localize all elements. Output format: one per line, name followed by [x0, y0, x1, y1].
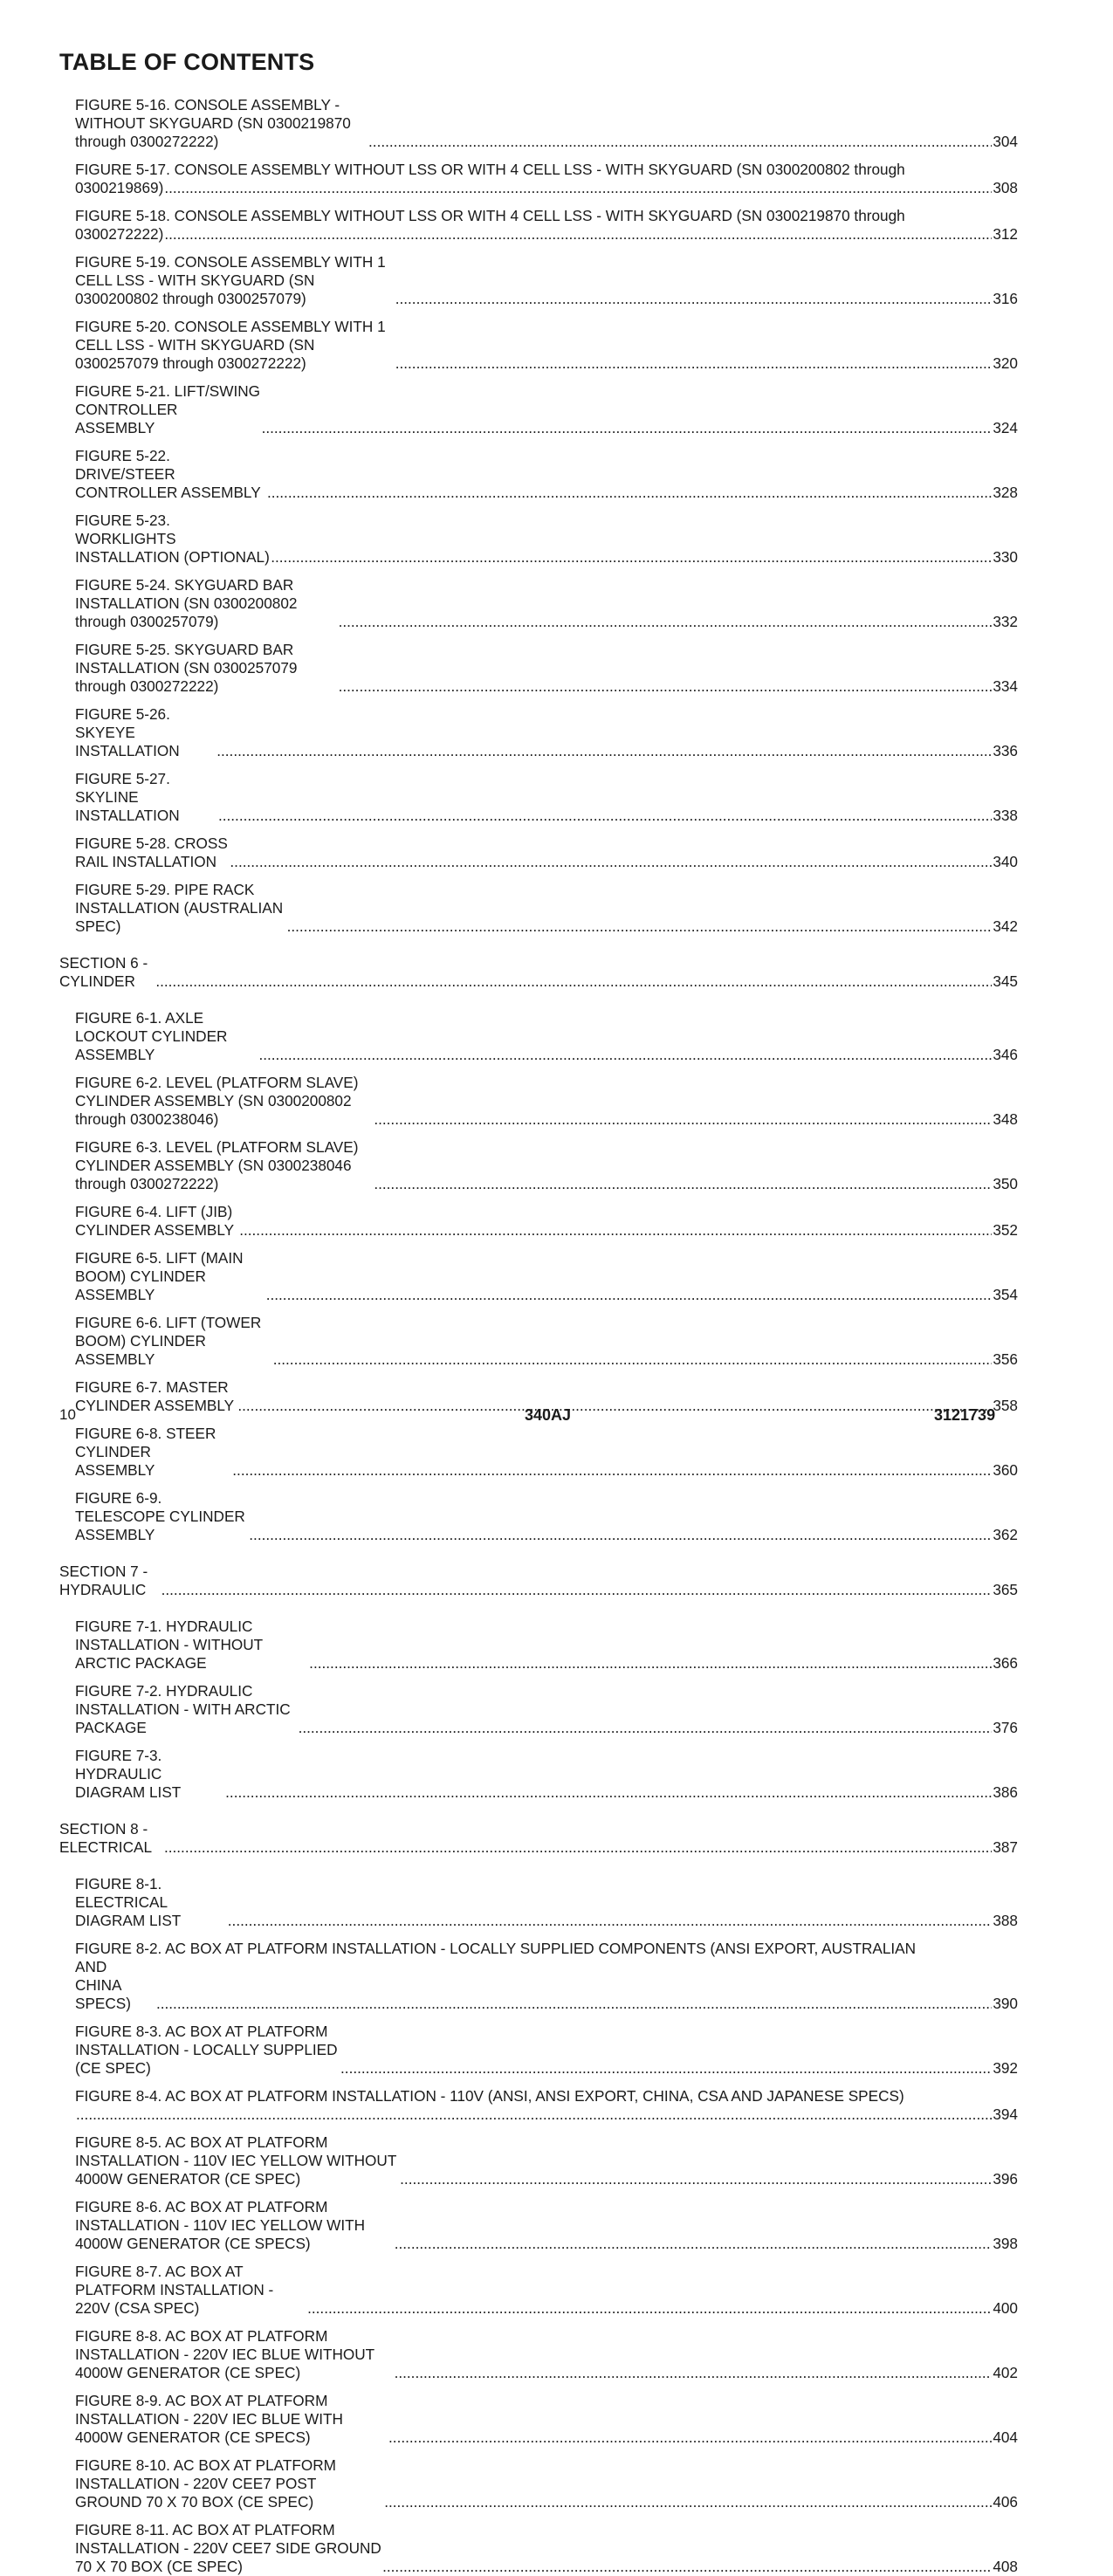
dot-leader: [384, 2493, 992, 2511]
footer-page-number: 10: [59, 1406, 76, 1423]
toc-section-entry[interactable]: [59, 954, 1018, 991]
toc-entry-title: FIGURE 7-1. HYDRAULIC INSTALLATION - WITHOUT ARCTIC PACKAGE: [75, 1618, 263, 1672]
toc-entry-title: SECTION 7 - HYDRAULIC: [59, 1563, 148, 1598]
toc-entry-page: 392: [993, 2059, 1018, 2077]
toc-entry-title: FIGURE 8-6. AC BOX AT PLATFORM INSTALLATION - 110V IEC YELLOW WITH 4000W GENERATOR (CE SPECS): [75, 2198, 366, 2252]
toc-entry-title: FIGURE 7-2. HYDRAULIC INSTALLATION - WITH ARCTIC PACKAGE: [75, 1682, 291, 1736]
toc-figure-entry[interactable]: [59, 2456, 1018, 2511]
dot-leader: [258, 1046, 992, 1064]
toc-figure-entry[interactable]: [59, 1425, 1018, 1480]
toc-entry-title: FIGURE 5-26. SKYEYE INSTALLATION: [75, 705, 180, 759]
toc-entry-page: 320: [993, 354, 1018, 372]
dot-leader: [309, 1654, 992, 1673]
toc-entry-page: 334: [993, 677, 1018, 695]
dot-leader: [164, 179, 992, 197]
toc-entry-title: FIGURE 8-10. AC BOX AT PLATFORM INSTALLATION - 220V CEE7 POST GROUND 70 X 70 BOX (CE SPEC): [75, 2456, 336, 2511]
toc-figure-entry[interactable]: [59, 835, 1018, 871]
toc-entry-title: FIGURE 5-28. CROSS RAIL INSTALLATION: [75, 835, 228, 870]
toc-entry-page: 365: [993, 1581, 1018, 1598]
dot-leader: [307, 2299, 992, 2318]
dot-leader: [76, 2105, 992, 2124]
dot-leader: [388, 2428, 992, 2447]
toc-entry-page: 376: [993, 1719, 1018, 1736]
toc-entry-page: 328: [993, 484, 1018, 501]
toc-figure-entry[interactable]: [59, 1618, 1018, 1673]
toc-entry-page: 352: [993, 1221, 1018, 1239]
dot-leader: [232, 1461, 992, 1480]
toc-figure-entry[interactable]: [59, 512, 1018, 567]
toc-entry-page: 330: [993, 548, 1018, 566]
toc-entry-page: 388: [993, 1912, 1018, 1929]
dot-leader: [271, 548, 992, 567]
toc-figure-entry[interactable]: [59, 1940, 1018, 2013]
toc-entry-page: 360: [993, 1461, 1018, 1479]
toc-figure-entry[interactable]: [59, 161, 1018, 197]
toc-entry-page: 394: [993, 2105, 1018, 2123]
toc-figure-entry[interactable]: [59, 382, 1018, 437]
toc-entry-title: FIGURE 6-3. LEVEL (PLATFORM SLAVE) CYLINDER ASSEMBLY (SN 0300238046 through 0300272222): [75, 1138, 359, 1192]
footer-doc-number: 3121739: [934, 1406, 996, 1424]
dot-leader: [340, 2059, 992, 2078]
toc-figure-entry[interactable]: [59, 1009, 1018, 1064]
toc-entry-page: 348: [993, 1110, 1018, 1128]
toc-entry-title: FIGURE 8-9. AC BOX AT PLATFORM INSTALLATION - 220V IEC BLUE WITH 4000W GENERATOR (CE SPECS): [75, 2392, 343, 2446]
dot-leader: [164, 1838, 992, 1857]
dot-leader: [395, 2235, 993, 2253]
toc-entry-title: FIGURE 5-19. CONSOLE ASSEMBLY WITH 1 CELL LSS - WITH SKYGUARD (SN 0300200802 through 0300257079): [75, 253, 386, 307]
dot-leader: [155, 972, 992, 991]
toc-figure-entry[interactable]: [59, 2327, 1018, 2382]
dot-leader: [395, 290, 993, 308]
toc-entry-page: 346: [993, 1046, 1018, 1063]
dot-leader: [374, 1110, 992, 1129]
dot-leader: [225, 1783, 992, 1802]
toc-entry-page: 332: [993, 613, 1018, 630]
toc-entry-page: 340: [993, 853, 1018, 870]
toc-entry-title: FIGURE 8-1. ELECTRICAL DIAGRAM LIST: [75, 1875, 182, 1929]
dot-leader: [273, 1350, 993, 1369]
toc-figure-entry[interactable]: [59, 1875, 1018, 1930]
toc-figure-entry[interactable]: [59, 2521, 1018, 2576]
toc-figure-entry[interactable]: [59, 1747, 1018, 1802]
toc-figure-entry[interactable]: [59, 1682, 1018, 1737]
toc-section-entry[interactable]: [59, 1820, 1018, 1857]
toc-entry-page: 356: [993, 1350, 1018, 1368]
toc-entry-page: 406: [993, 2493, 1018, 2511]
toc-figure-entry[interactable]: [59, 2133, 1018, 2188]
toc-entry-page: 387: [993, 1838, 1018, 1856]
toc-entry-title: FIGURE 8-4. AC BOX AT PLATFORM INSTALLATION - 110V (ANSI, ANSI EXPORT, CHINA, CSA AND JAPANESE SPECS): [75, 2087, 904, 2105]
toc-figure-entry[interactable]: [59, 1138, 1018, 1193]
dot-leader: [237, 1397, 992, 1415]
toc-entry-page: 354: [993, 1286, 1018, 1303]
dot-leader: [266, 1286, 993, 1304]
toc-figure-entry[interactable]: [59, 2263, 1018, 2318]
toc-entry-title: FIGURE 6-6. LIFT (TOWER BOOM) CYLINDER ASSEMBLY: [75, 1314, 262, 1368]
dot-leader: [339, 677, 993, 696]
toc-entry-title: FIGURE 5-23. WORKLIGHTS INSTALLATION (OPTIONAL): [75, 512, 270, 566]
dot-leader: [287, 917, 993, 936]
toc-entry-title: FIGURE 5-18. CONSOLE ASSEMBLY WITHOUT LSS OR WITH 4 CELL LSS - WITH SKYGUARD (SN 0300219870 through: [75, 207, 905, 224]
page-title: TABLE OF CONTENTS: [59, 49, 315, 75]
toc-entry-title: FIGURE 8-5. AC BOX AT PLATFORM INSTALLATION - 110V IEC YELLOW WITHOUT 4000W GENERATOR (CE SPEC): [75, 2133, 397, 2188]
toc-entry-title: FIGURE 5-24. SKYGUARD BAR INSTALLATION (SN 0300200802 through 0300257079): [75, 576, 298, 630]
dot-leader: [395, 2364, 993, 2382]
toc-entry-page: 338: [993, 807, 1018, 824]
toc-figure-entry[interactable]: [59, 2023, 1018, 2078]
toc-entry-title: FIGURE 6-8. STEER CYLINDER ASSEMBLY: [75, 1425, 216, 1479]
dot-leader: [382, 2558, 992, 2576]
toc-figure-entry[interactable]: [59, 1249, 1018, 1304]
toc-entry-title: FIGURE 7-3. HYDRAULIC DIAGRAM LIST: [75, 1747, 182, 1801]
toc-entry-page: 386: [993, 1783, 1018, 1801]
toc-entry-title: FIGURE 5-16. CONSOLE ASSEMBLY - WITHOUT SKYGUARD (SN 0300219870 through 0300272222): [75, 96, 351, 150]
toc-entry-title-continued: AND CHINA SPECS): [75, 1958, 131, 2012]
footer-model: 340AJ: [525, 1406, 572, 1424]
toc-figure-entry[interactable]: [59, 318, 1018, 373]
toc-figure-entry[interactable]: [59, 705, 1018, 760]
toc-entry-title: FIGURE 8-8. AC BOX AT PLATFORM INSTALLATION - 220V IEC BLUE WITHOUT 4000W GENERATOR (CE SPEC): [75, 2327, 374, 2381]
toc-figure-entry[interactable]: [59, 1074, 1018, 1129]
toc-entry-page: 398: [993, 2235, 1018, 2252]
toc-entry-title: FIGURE 5-22. DRIVE/STEER CONTROLLER ASSEMBLY: [75, 447, 261, 501]
toc-entry-title: FIGURE 6-9. TELESCOPE CYLINDER ASSEMBLY: [75, 1489, 245, 1543]
toc-entry-page: 336: [993, 742, 1018, 759]
toc-entry-title: FIGURE 5-17. CONSOLE ASSEMBLY WITHOUT LSS OR WITH 4 CELL LSS - WITH SKYGUARD (SN 0300200802 through: [75, 161, 905, 178]
toc-entry-title: SECTION 6 - CYLINDER: [59, 954, 148, 990]
table-of-contents: [59, 96, 1018, 2576]
toc-entry-title: FIGURE 5-27. SKYLINE INSTALLATION: [75, 770, 180, 824]
dot-leader: [262, 419, 993, 437]
toc-entry-title: FIGURE 6-4. LIFT (JIB) CYLINDER ASSEMBLY: [75, 1203, 235, 1239]
dot-leader: [400, 2170, 992, 2188]
dot-leader: [164, 225, 992, 244]
dot-leader: [299, 1719, 993, 1737]
toc-figure-entry[interactable]: [59, 641, 1018, 696]
toc-entry-title-continued: 0300272222): [75, 225, 164, 243]
toc-figure-entry[interactable]: [59, 770, 1018, 825]
toc-figure-entry[interactable]: [59, 881, 1018, 936]
toc-entry-title: FIGURE 8-11. AC BOX AT PLATFORM INSTALLATION - 220V CEE7 SIDE GROUND 70 X 70 BOX (CE SPEC): [75, 2521, 381, 2575]
toc-entry-page: 390: [993, 1995, 1018, 2012]
dot-leader: [156, 1995, 992, 2013]
toc-section-entry[interactable]: [59, 1563, 1018, 1599]
dot-leader: [374, 1175, 992, 1193]
toc-figure-entry[interactable]: [59, 207, 1018, 244]
dot-leader: [339, 613, 993, 631]
toc-figure-entry[interactable]: [59, 447, 1018, 502]
toc-entry-page: 324: [993, 419, 1018, 436]
toc-figure-entry[interactable]: [59, 576, 1018, 631]
toc-entry-page: 312: [993, 225, 1018, 243]
toc-entry-title: FIGURE 5-21. LIFT/SWING CONTROLLER ASSEMBLY: [75, 382, 261, 436]
dot-leader: [230, 853, 992, 871]
dot-leader: [239, 1221, 992, 1240]
toc-entry-title: FIGURE 5-29. PIPE RACK INSTALLATION (AUSTRALIAN SPEC): [75, 881, 284, 935]
toc-entry-page: 316: [993, 290, 1018, 307]
toc-entry-title: FIGURE 8-7. AC BOX AT PLATFORM INSTALLATION - 220V (CSA SPEC): [75, 2263, 274, 2317]
toc-entry-title: FIGURE 6-5. LIFT (MAIN BOOM) CYLINDER ASSEMBLY: [75, 1249, 244, 1303]
toc-entry-page: 400: [993, 2299, 1018, 2317]
toc-figure-entry[interactable]: [59, 1203, 1018, 1240]
dot-leader: [249, 1526, 992, 1544]
dot-leader: [395, 354, 993, 373]
toc-figure-entry[interactable]: [59, 253, 1018, 308]
toc-entry-page: 402: [993, 2364, 1018, 2381]
toc-figure-entry[interactable]: [59, 2087, 1018, 2124]
toc-entry-page: 408: [993, 2558, 1018, 2575]
dot-leader: [228, 1912, 993, 1930]
toc-entry-title: FIGURE 8-3. AC BOX AT PLATFORM INSTALLATION - LOCALLY SUPPLIED (CE SPEC): [75, 2023, 338, 2077]
toc-entry-title: FIGURE 5-25. SKYGUARD BAR INSTALLATION (SN 0300257079 through 0300272222): [75, 641, 298, 695]
toc-entry-page: 358: [993, 1397, 1018, 1414]
toc-entry-page: 396: [993, 2170, 1018, 2188]
toc-entry-page: 342: [993, 917, 1018, 935]
toc-entry-title: FIGURE 6-1. AXLE LOCKOUT CYLINDER ASSEMBLY: [75, 1009, 228, 1063]
toc-entry-title-continued: 0300219869): [75, 179, 164, 196]
dot-leader: [161, 1581, 993, 1599]
dot-leader: [216, 742, 992, 760]
toc-entry-page: 304: [993, 133, 1018, 150]
dot-leader: [267, 484, 992, 502]
toc-entry-title: FIGURE 6-2. LEVEL (PLATFORM SLAVE) CYLINDER ASSEMBLY (SN 0300200802 through 0300238046): [75, 1074, 359, 1128]
toc-entry-page: 362: [993, 1526, 1018, 1543]
dot-leader: [218, 807, 992, 825]
toc-entry-page: 308: [993, 179, 1018, 196]
toc-figure-entry[interactable]: [59, 96, 1018, 151]
toc-figure-entry[interactable]: [59, 2392, 1018, 2447]
toc-entry-title: FIGURE 6-7. MASTER CYLINDER ASSEMBLY: [75, 1378, 235, 1414]
toc-figure-entry[interactable]: [59, 2198, 1018, 2253]
toc-figure-entry[interactable]: [59, 1314, 1018, 1369]
toc-entry-page: 404: [993, 2428, 1018, 2446]
toc-figure-entry[interactable]: [59, 1489, 1018, 1544]
toc-entry-page: 345: [993, 972, 1018, 990]
toc-entry-title: FIGURE 8-2. AC BOX AT PLATFORM INSTALLATION - LOCALLY SUPPLIED COMPONENTS (ANSI EXPORT, AUSTRALIAN: [75, 1940, 917, 1957]
toc-entry-title: FIGURE 5-20. CONSOLE ASSEMBLY WITH 1 CELL LSS - WITH SKYGUARD (SN 0300257079 through 0300272222): [75, 318, 386, 372]
toc-entry-title: SECTION 8 - ELECTRICAL: [59, 1820, 153, 1856]
dot-leader: [368, 133, 992, 151]
toc-entry-page: 366: [993, 1654, 1018, 1672]
toc-entry-page: 350: [993, 1175, 1018, 1192]
